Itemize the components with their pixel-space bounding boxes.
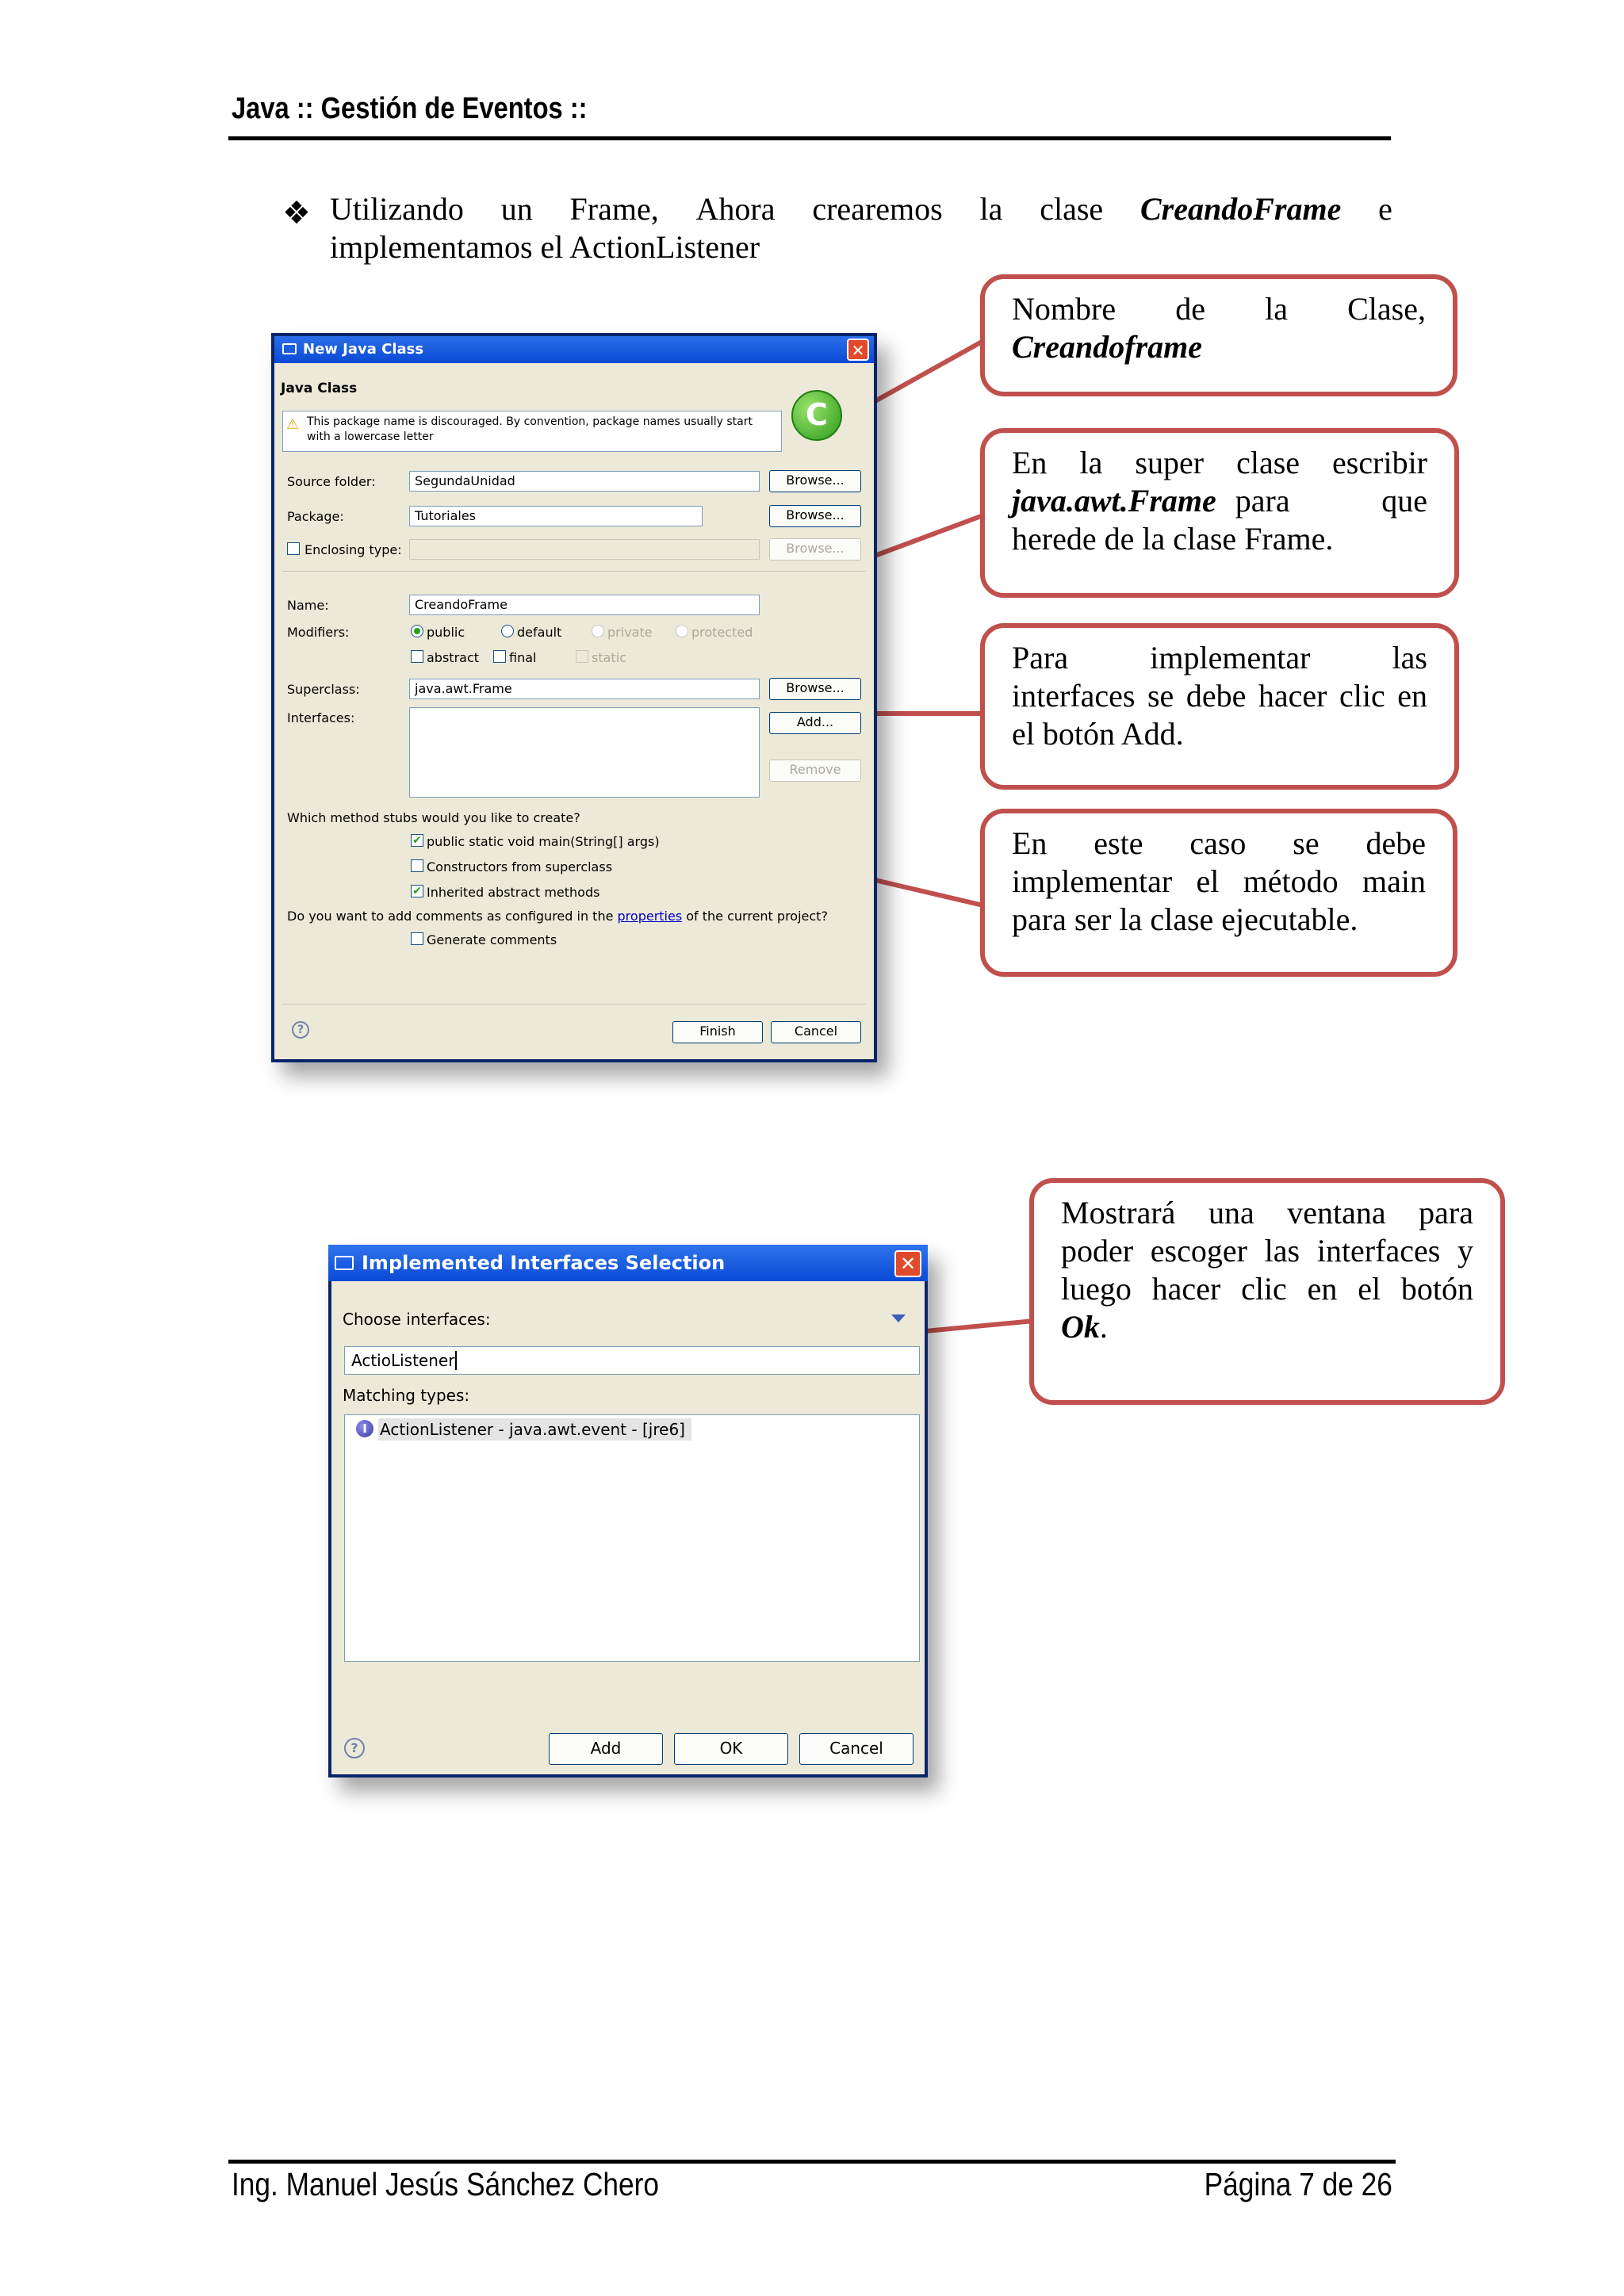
interfaces-selection-dialog	[328, 1245, 928, 1777]
name-input[interactable]: CreandoFrame	[409, 595, 760, 615]
dialog-titlebar[interactable]: Implemented Interfaces Selection	[328, 1245, 928, 1281]
ok-button[interactable]: OK	[674, 1733, 788, 1765]
callout-interfaces: Para implementar las interfaces se debe hacer clic en el botón Add.	[980, 623, 1459, 790]
comments-question: Do you want to add comments as configured in the properties of the current project?	[287, 909, 828, 924]
package-input[interactable]: Tutoriales	[409, 506, 703, 526]
warning-icon: ⚠	[286, 416, 300, 433]
generate-comments-checkbox[interactable]	[411, 932, 423, 945]
chevron-down-icon[interactable]	[891, 1314, 906, 1322]
class-wizard-icon: C	[791, 390, 842, 441]
browse-source-button[interactable]: Browse...	[769, 470, 861, 492]
eclipse-window-icon	[335, 1256, 354, 1270]
main-stub-checkbox[interactable]: ✔	[411, 834, 423, 847]
interfaces-list[interactable]	[409, 707, 760, 798]
browse-package-button[interactable]: Browse...	[769, 505, 861, 527]
dialog-heading: Java Class	[281, 381, 358, 396]
intro-line-1: Utilizando un Frame, Ahora crearemos la clase CreandoFrame e	[330, 191, 1392, 227]
intro-line-2: implementamos el ActionListener	[330, 229, 760, 265]
callout-main-method: En este caso se debe implementar el método main para ser la clase ejecutable.	[980, 809, 1457, 977]
warning-banner: ⚠ This package name is discouraged. By convention, package names usually start with a lowercase letter	[282, 411, 782, 452]
final-checkbox[interactable]	[493, 650, 506, 663]
modifier-protected-radio	[676, 625, 688, 637]
browse-superclass-button[interactable]: Browse...	[769, 678, 861, 700]
modifier-private-radio	[592, 625, 604, 637]
class-name-emphasis: CreandoFrame	[1139, 191, 1342, 227]
interfaces-label: Interfaces:	[287, 710, 355, 725]
choose-interfaces-label: Choose interfaces:	[343, 1310, 491, 1329]
modifiers-label: Modifiers:	[287, 625, 350, 640]
cancel-button[interactable]: Cancel	[799, 1733, 914, 1765]
divider	[282, 571, 866, 572]
bullet-icon: ❖	[282, 195, 311, 232]
inherited-stub-checkbox[interactable]: ✔	[411, 885, 423, 897]
callout-superclass: En la super clase escribir java.awt.Frame para que herede de la clase Frame.	[980, 428, 1459, 598]
name-label: Name:	[287, 598, 329, 613]
interface-search-input[interactable]: ActioListener	[344, 1346, 920, 1375]
remove-interface-button: Remove	[769, 760, 861, 782]
callout-choose-interfaces: Mostrará una ventana para poder escoger las interfaces y luego hacer clic en el botón Ok.	[1029, 1178, 1505, 1405]
close-icon[interactable]: ✕	[847, 339, 869, 361]
interface-icon: I	[356, 1420, 373, 1437]
modifier-public-radio[interactable]	[411, 625, 423, 637]
matching-types-label: Matching types:	[343, 1386, 470, 1405]
superclass-label: Superclass:	[287, 682, 360, 697]
cancel-button[interactable]: Cancel	[771, 1021, 861, 1043]
browse-enclosing-button: Browse...	[769, 538, 861, 561]
abstract-checkbox[interactable]	[411, 650, 423, 663]
help-icon[interactable]: ?	[344, 1738, 365, 1758]
add-interface-button[interactable]: Add...	[769, 712, 861, 734]
modifier-default-radio[interactable]	[501, 625, 514, 637]
enclosing-type-input	[409, 539, 760, 560]
footer-page-number: Página 7 de 26	[1204, 2166, 1392, 2202]
enclosing-type-checkbox[interactable]	[287, 542, 300, 555]
source-folder-label: Source folder:	[287, 474, 376, 489]
header-title: Java :: Gestión de Eventos ::	[232, 92, 588, 125]
matching-types-list[interactable]	[344, 1414, 920, 1662]
new-java-class-dialog: New Java Class ✕ Java Class ⚠ This package name is discouraged. By convention, package names usually start with a lowercase letter C Source folder: SegundaUnidad Browse... Package: Tutoriales Browse... Enclosing type: Browse... Name: CreandoFrame Modifiers: public default private protected abstract final static Superclass: java.awt.Frame Browse... Interfaces: Add... Remove Which method stubs would you like to create? ✔ public static void main(String[] args) Constructors from superclass ✔ Inherited abstract methods Do you want to add comments as configured in the properties of the current project? Generate comments ? Finish Cancel	[271, 333, 877, 1062]
help-icon[interactable]: ?	[292, 1021, 309, 1039]
static-checkbox	[576, 650, 588, 663]
callout-class-name: Nombre de la Clase, Creandoframe	[980, 274, 1457, 396]
package-label: Package:	[287, 509, 344, 524]
finish-button[interactable]: Finish	[672, 1021, 763, 1043]
footer-rule	[228, 2160, 1396, 2164]
source-folder-input[interactable]: SegundaUnidad	[409, 471, 760, 492]
list-item[interactable]: ActionListener - java.awt.event - [jre6]	[378, 1418, 691, 1441]
add-button[interactable]: Add	[549, 1733, 663, 1765]
constructors-stub-checkbox[interactable]	[411, 859, 423, 872]
dialog-titlebar[interactable]: New Java Class	[274, 336, 874, 363]
eclipse-window-icon	[282, 343, 297, 354]
properties-link[interactable]: properties	[617, 909, 683, 924]
stubs-question: Which method stubs would you like to create?	[287, 810, 580, 825]
superclass-input[interactable]: java.awt.Frame	[409, 679, 760, 699]
close-icon[interactable]: ✕	[894, 1250, 921, 1277]
enclosing-type-label: Enclosing type:	[304, 542, 402, 557]
text-caret	[455, 1351, 457, 1370]
footer-author: Ing. Manuel Jesús Sánchez Chero	[232, 2166, 660, 2202]
